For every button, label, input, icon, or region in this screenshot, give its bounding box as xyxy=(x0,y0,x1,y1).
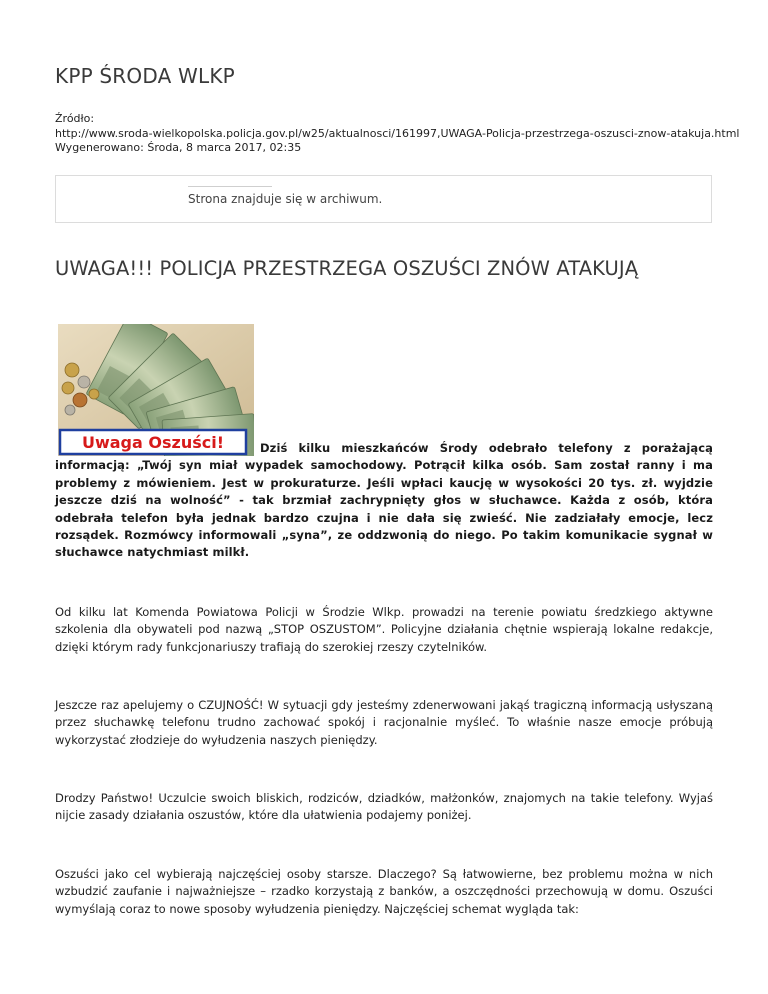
generated-date: Wygenerowano: Środa, 8 marca 2017, 02:35 xyxy=(55,141,302,154)
article-paragraph: Jeszcze raz apelujemy o CZUJNOŚĆ! W sytuacji gdy jesteśmy zdenerwowani jakąś tragiczną informacją usłyszaną przez słuchawkę telefonu trudno zachować spokój i racjonalnie myśleć. To właśnie nasze emocje próbują wykorzystać złodzieje do wyłudzenia naszych pieniędzy. xyxy=(55,698,713,747)
article-paragraph: Drodzy Państwo! Uczulcie swoich bliskich, rodziców, dziadków, małżonków, znajomych na takie telefony. Wyjaś nijcie zasady działania oszustów, które dla ułatwienia podajemy poniżej. xyxy=(55,791,713,823)
source-meta xyxy=(55,112,740,156)
article-lead: Dziś kilku mieszkańców Środy odebrało telefony z porażającą informacją: „Twój syn miał wypadek samochodowy. Potrącił kilka osób. Sam został ranny i ma problemy z mówieniem. Jest w prokuraturze. Jeśli wpłaci kaucję w wysokości 20 tys. zł. wyjdzie jeszcze dziś na wolność” - tak brzmiał zachrypnięty głos w słuchawce. Każda z osób, która odebrała telefon była jednak bardzo czujna i nie dała się zwieść. Nie zadziałały emocje, lecz rozsądek. Rozmówcy informowali „syna”, ze oddzwonią do niego. Po takim komunikacie sygnał w słuchawce natychmiast milkł. xyxy=(55,441,713,560)
source-label: Źródło: xyxy=(55,112,95,125)
article-title: UWAGA!!! POLICJA PRZESTRZEGA OSZUŚCI ZNÓW ATAKUJĄ xyxy=(55,257,639,280)
source-url[interactable]: http://www.sroda-wielkopolska.policja.gov.pl/w25/aktualnosci/161997,UWAGA-Policja-przestrzega-oszusci-znow-atakuja.html xyxy=(55,126,740,140)
banner-text: Uwaga Oszuści! xyxy=(81,433,225,452)
article-paragraph: Oszuści jako cel wybierają najczęściej osoby starsze. Dlaczego? Są łatwowierne, bez problemu można w nich wzbudzić zaufanie i najważniejsze – rzadko korzystają z banków, a oszczędności przechowują w domu. Oszuści wymyślają coraz to nowe sposoby wyłudzenia pieniędzy. Najczęściej schemat wygląda tak: xyxy=(55,867,713,916)
site-title: KPP ŚRODA WLKP xyxy=(55,64,235,88)
archive-divider xyxy=(188,186,272,187)
article-image xyxy=(58,324,254,456)
archive-notice-box xyxy=(55,175,712,223)
article-paragraph: Od kilku lat Komenda Powiatowa Policji w Środzie Wlkp. prowadzi na terenie powiatu średzkiego aktywne szkolenia dla obywateli pod nazwą „STOP OSZUSTOM”. Policyjne działania chętnie wspierają lokalne redakcje, dzięki którym rady funkcjonariuszy trafiają do szerokiej rzeszy czytelników. xyxy=(55,605,713,654)
money-illustration xyxy=(58,324,254,456)
archive-notice: Strona znajduje się w archiwum. xyxy=(188,192,383,206)
